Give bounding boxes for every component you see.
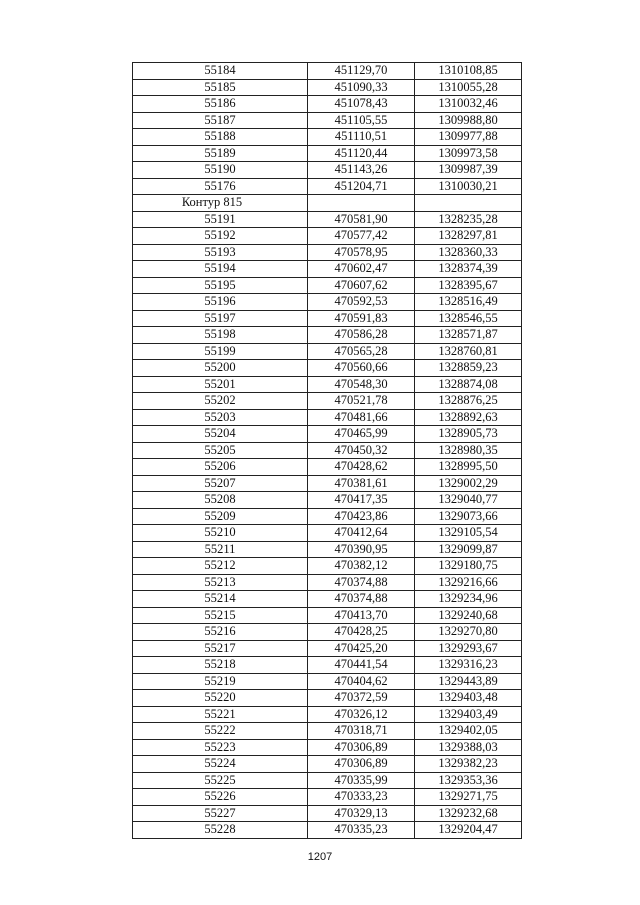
y-coordinate-cell: 1329403,48 bbox=[415, 690, 522, 707]
table-row bbox=[133, 343, 522, 360]
x-coordinate-cell: 451204,71 bbox=[308, 178, 415, 195]
table-row bbox=[133, 673, 522, 690]
point-number-cell: 55191 bbox=[133, 211, 308, 228]
table-row bbox=[133, 409, 522, 426]
x-coordinate-cell: 470592,53 bbox=[308, 294, 415, 311]
x-coordinate-cell: 451143,26 bbox=[308, 162, 415, 179]
point-number-cell: 55227 bbox=[133, 805, 308, 822]
table-row bbox=[133, 756, 522, 773]
y-coordinate-cell: 1328876,25 bbox=[415, 393, 522, 410]
y-coordinate-cell: 1310032,46 bbox=[415, 96, 522, 113]
y-coordinate-cell: 1328297,81 bbox=[415, 228, 522, 245]
table-row bbox=[133, 508, 522, 525]
point-number-cell: 55210 bbox=[133, 525, 308, 542]
y-coordinate-cell: 1329293,67 bbox=[415, 640, 522, 657]
x-coordinate-cell: 470521,78 bbox=[308, 393, 415, 410]
x-coordinate-cell: 451078,43 bbox=[308, 96, 415, 113]
x-coordinate-cell: 470548,30 bbox=[308, 376, 415, 393]
table-row bbox=[133, 789, 522, 806]
point-number-cell: 55201 bbox=[133, 376, 308, 393]
x-coordinate-cell: 451090,33 bbox=[308, 79, 415, 96]
point-number-cell: 55222 bbox=[133, 723, 308, 740]
x-coordinate-cell: 470404,62 bbox=[308, 673, 415, 690]
table-row bbox=[133, 162, 522, 179]
point-number-cell: 55195 bbox=[133, 277, 308, 294]
x-coordinate-cell: 470441,54 bbox=[308, 657, 415, 674]
table-row bbox=[133, 327, 522, 344]
point-number-cell: 55223 bbox=[133, 739, 308, 756]
table-row bbox=[133, 228, 522, 245]
x-coordinate-cell bbox=[308, 195, 415, 212]
point-number-cell: 55187 bbox=[133, 112, 308, 129]
point-number-cell: 55217 bbox=[133, 640, 308, 657]
table-row bbox=[133, 145, 522, 162]
y-coordinate-cell: 1328980,35 bbox=[415, 442, 522, 459]
x-coordinate-cell: 470428,25 bbox=[308, 624, 415, 641]
y-coordinate-cell: 1329099,87 bbox=[415, 541, 522, 558]
x-coordinate-cell: 470423,86 bbox=[308, 508, 415, 525]
point-number-cell: 55215 bbox=[133, 607, 308, 624]
x-coordinate-cell: 470578,95 bbox=[308, 244, 415, 261]
y-coordinate-cell: 1328892,63 bbox=[415, 409, 522, 426]
x-coordinate-cell: 470413,70 bbox=[308, 607, 415, 624]
x-coordinate-cell: 470577,42 bbox=[308, 228, 415, 245]
point-number-cell: 55207 bbox=[133, 475, 308, 492]
y-coordinate-cell bbox=[415, 195, 522, 212]
x-coordinate-cell: 470382,12 bbox=[308, 558, 415, 575]
point-number-cell: 55196 bbox=[133, 294, 308, 311]
x-coordinate-cell: 470607,62 bbox=[308, 277, 415, 294]
x-coordinate-cell: 470586,28 bbox=[308, 327, 415, 344]
x-coordinate-cell: 470450,32 bbox=[308, 442, 415, 459]
table-row bbox=[133, 723, 522, 740]
y-coordinate-cell: 1309987,39 bbox=[415, 162, 522, 179]
y-coordinate-cell: 1328859,23 bbox=[415, 360, 522, 377]
table-row bbox=[133, 739, 522, 756]
point-number-cell: 55218 bbox=[133, 657, 308, 674]
point-number-cell: 55203 bbox=[133, 409, 308, 426]
point-number-cell: 55220 bbox=[133, 690, 308, 707]
table-row bbox=[133, 211, 522, 228]
x-coordinate-cell: 470374,88 bbox=[308, 574, 415, 591]
point-number-cell: 55211 bbox=[133, 541, 308, 558]
y-coordinate-cell: 1329002,29 bbox=[415, 475, 522, 492]
point-number-cell: 55221 bbox=[133, 706, 308, 723]
x-coordinate-cell: 470335,99 bbox=[308, 772, 415, 789]
y-coordinate-cell: 1329240,68 bbox=[415, 607, 522, 624]
y-coordinate-cell: 1329353,36 bbox=[415, 772, 522, 789]
y-coordinate-cell: 1329316,23 bbox=[415, 657, 522, 674]
y-coordinate-cell: 1310030,21 bbox=[415, 178, 522, 195]
y-coordinate-cell: 1329270,80 bbox=[415, 624, 522, 641]
x-coordinate-cell: 470372,59 bbox=[308, 690, 415, 707]
table-row bbox=[133, 244, 522, 261]
y-coordinate-cell: 1328995,50 bbox=[415, 459, 522, 476]
y-coordinate-cell: 1329234,96 bbox=[415, 591, 522, 608]
y-coordinate-cell: 1328374,39 bbox=[415, 261, 522, 278]
y-coordinate-cell: 1328571,87 bbox=[415, 327, 522, 344]
table-row bbox=[133, 607, 522, 624]
y-coordinate-cell: 1329105,54 bbox=[415, 525, 522, 542]
table-row bbox=[133, 294, 522, 311]
table-row bbox=[133, 393, 522, 410]
y-coordinate-cell: 1329204,47 bbox=[415, 822, 522, 839]
x-coordinate-cell: 470326,12 bbox=[308, 706, 415, 723]
y-coordinate-cell: 1328905,73 bbox=[415, 426, 522, 443]
y-coordinate-cell: 1329232,68 bbox=[415, 805, 522, 822]
x-coordinate-cell: 470412,64 bbox=[308, 525, 415, 542]
point-number-cell: 55193 bbox=[133, 244, 308, 261]
point-number-cell: 55219 bbox=[133, 673, 308, 690]
y-coordinate-cell: 1309973,58 bbox=[415, 145, 522, 162]
table-row bbox=[133, 442, 522, 459]
y-coordinate-cell: 1328395,67 bbox=[415, 277, 522, 294]
point-number-cell: 55212 bbox=[133, 558, 308, 575]
y-coordinate-cell: 1329216,66 bbox=[415, 574, 522, 591]
point-number-cell: 55206 bbox=[133, 459, 308, 476]
table-row bbox=[133, 277, 522, 294]
table-row bbox=[133, 772, 522, 789]
x-coordinate-cell: 470306,89 bbox=[308, 739, 415, 756]
table-row bbox=[133, 624, 522, 641]
y-coordinate-cell: 1329402,05 bbox=[415, 723, 522, 740]
x-coordinate-cell: 470374,88 bbox=[308, 591, 415, 608]
x-coordinate-cell: 470481,66 bbox=[308, 409, 415, 426]
y-coordinate-cell: 1329073,66 bbox=[415, 508, 522, 525]
y-coordinate-cell: 1329180,75 bbox=[415, 558, 522, 575]
table-row bbox=[133, 79, 522, 96]
y-coordinate-cell: 1328235,28 bbox=[415, 211, 522, 228]
point-number-cell: 55176 bbox=[133, 178, 308, 195]
coordinates-table bbox=[132, 62, 522, 839]
contour-header-row bbox=[133, 195, 522, 212]
x-coordinate-cell: 470381,61 bbox=[308, 475, 415, 492]
table-row bbox=[133, 96, 522, 113]
table-row bbox=[133, 376, 522, 393]
table-row bbox=[133, 261, 522, 278]
y-coordinate-cell: 1329382,23 bbox=[415, 756, 522, 773]
point-number-cell: 55228 bbox=[133, 822, 308, 839]
table-row bbox=[133, 657, 522, 674]
coordinates-table-body bbox=[133, 63, 522, 839]
x-coordinate-cell: 470425,20 bbox=[308, 640, 415, 657]
y-coordinate-cell: 1329443,89 bbox=[415, 673, 522, 690]
x-coordinate-cell: 470428,62 bbox=[308, 459, 415, 476]
x-coordinate-cell: 470390,95 bbox=[308, 541, 415, 558]
y-coordinate-cell: 1328360,33 bbox=[415, 244, 522, 261]
y-coordinate-cell: 1329040,77 bbox=[415, 492, 522, 509]
point-number-cell: 55213 bbox=[133, 574, 308, 591]
point-number-cell: 55189 bbox=[133, 145, 308, 162]
y-coordinate-cell: 1328516,49 bbox=[415, 294, 522, 311]
point-number-cell: 55185 bbox=[133, 79, 308, 96]
table-row bbox=[133, 475, 522, 492]
table-row bbox=[133, 310, 522, 327]
point-number-cell: 55197 bbox=[133, 310, 308, 327]
page-number: 1207 bbox=[307, 851, 333, 863]
x-coordinate-cell: 470318,71 bbox=[308, 723, 415, 740]
y-coordinate-cell: 1329403,49 bbox=[415, 706, 522, 723]
y-coordinate-cell: 1309977,88 bbox=[415, 129, 522, 146]
table-row bbox=[133, 112, 522, 129]
point-number-cell: 55209 bbox=[133, 508, 308, 525]
y-coordinate-cell: 1329388,03 bbox=[415, 739, 522, 756]
point-number-cell: 55192 bbox=[133, 228, 308, 245]
point-number-cell: 55194 bbox=[133, 261, 308, 278]
point-number-cell: 55199 bbox=[133, 343, 308, 360]
x-coordinate-cell: 470335,23 bbox=[308, 822, 415, 839]
point-number-cell: Контур 815 bbox=[133, 195, 308, 212]
table-row bbox=[133, 360, 522, 377]
point-number-cell: 55198 bbox=[133, 327, 308, 344]
point-number-cell: 55190 bbox=[133, 162, 308, 179]
point-number-cell: 55184 bbox=[133, 63, 308, 80]
x-coordinate-cell: 470417,35 bbox=[308, 492, 415, 509]
point-number-cell: 55216 bbox=[133, 624, 308, 641]
y-coordinate-cell: 1310108,85 bbox=[415, 63, 522, 80]
table-row bbox=[133, 706, 522, 723]
x-coordinate-cell: 451120,44 bbox=[308, 145, 415, 162]
x-coordinate-cell: 470581,90 bbox=[308, 211, 415, 228]
x-coordinate-cell: 470333,23 bbox=[308, 789, 415, 806]
point-number-cell: 55186 bbox=[133, 96, 308, 113]
point-number-cell: 55200 bbox=[133, 360, 308, 377]
y-coordinate-cell: 1328760,81 bbox=[415, 343, 522, 360]
table-row bbox=[133, 690, 522, 707]
point-number-cell: 55205 bbox=[133, 442, 308, 459]
point-number-cell: 55214 bbox=[133, 591, 308, 608]
x-coordinate-cell: 451105,55 bbox=[308, 112, 415, 129]
table-row bbox=[133, 492, 522, 509]
point-number-cell: 55226 bbox=[133, 789, 308, 806]
x-coordinate-cell: 470560,66 bbox=[308, 360, 415, 377]
point-number-cell: 55204 bbox=[133, 426, 308, 443]
point-number-cell: 55224 bbox=[133, 756, 308, 773]
table-row bbox=[133, 459, 522, 476]
y-coordinate-cell: 1310055,28 bbox=[415, 79, 522, 96]
point-number-cell: 55188 bbox=[133, 129, 308, 146]
table-row bbox=[133, 525, 522, 542]
x-coordinate-cell: 470329,13 bbox=[308, 805, 415, 822]
x-coordinate-cell: 451110,51 bbox=[308, 129, 415, 146]
table-row bbox=[133, 178, 522, 195]
y-coordinate-cell: 1309988,80 bbox=[415, 112, 522, 129]
table-row bbox=[133, 558, 522, 575]
table-row bbox=[133, 541, 522, 558]
table-row bbox=[133, 591, 522, 608]
table-row bbox=[133, 574, 522, 591]
y-coordinate-cell: 1329271,75 bbox=[415, 789, 522, 806]
x-coordinate-cell: 470602,47 bbox=[308, 261, 415, 278]
x-coordinate-cell: 470306,89 bbox=[308, 756, 415, 773]
y-coordinate-cell: 1328874,08 bbox=[415, 376, 522, 393]
table-row bbox=[133, 426, 522, 443]
table-row bbox=[133, 129, 522, 146]
point-number-cell: 55208 bbox=[133, 492, 308, 509]
x-coordinate-cell: 470465,99 bbox=[308, 426, 415, 443]
y-coordinate-cell: 1328546,55 bbox=[415, 310, 522, 327]
table-row bbox=[133, 822, 522, 839]
table-row bbox=[133, 63, 522, 80]
point-number-cell: 55202 bbox=[133, 393, 308, 410]
table-row bbox=[133, 640, 522, 657]
x-coordinate-cell: 451129,70 bbox=[308, 63, 415, 80]
point-number-cell: 55225 bbox=[133, 772, 308, 789]
x-coordinate-cell: 470591,83 bbox=[308, 310, 415, 327]
table-row bbox=[133, 805, 522, 822]
x-coordinate-cell: 470565,28 bbox=[308, 343, 415, 360]
